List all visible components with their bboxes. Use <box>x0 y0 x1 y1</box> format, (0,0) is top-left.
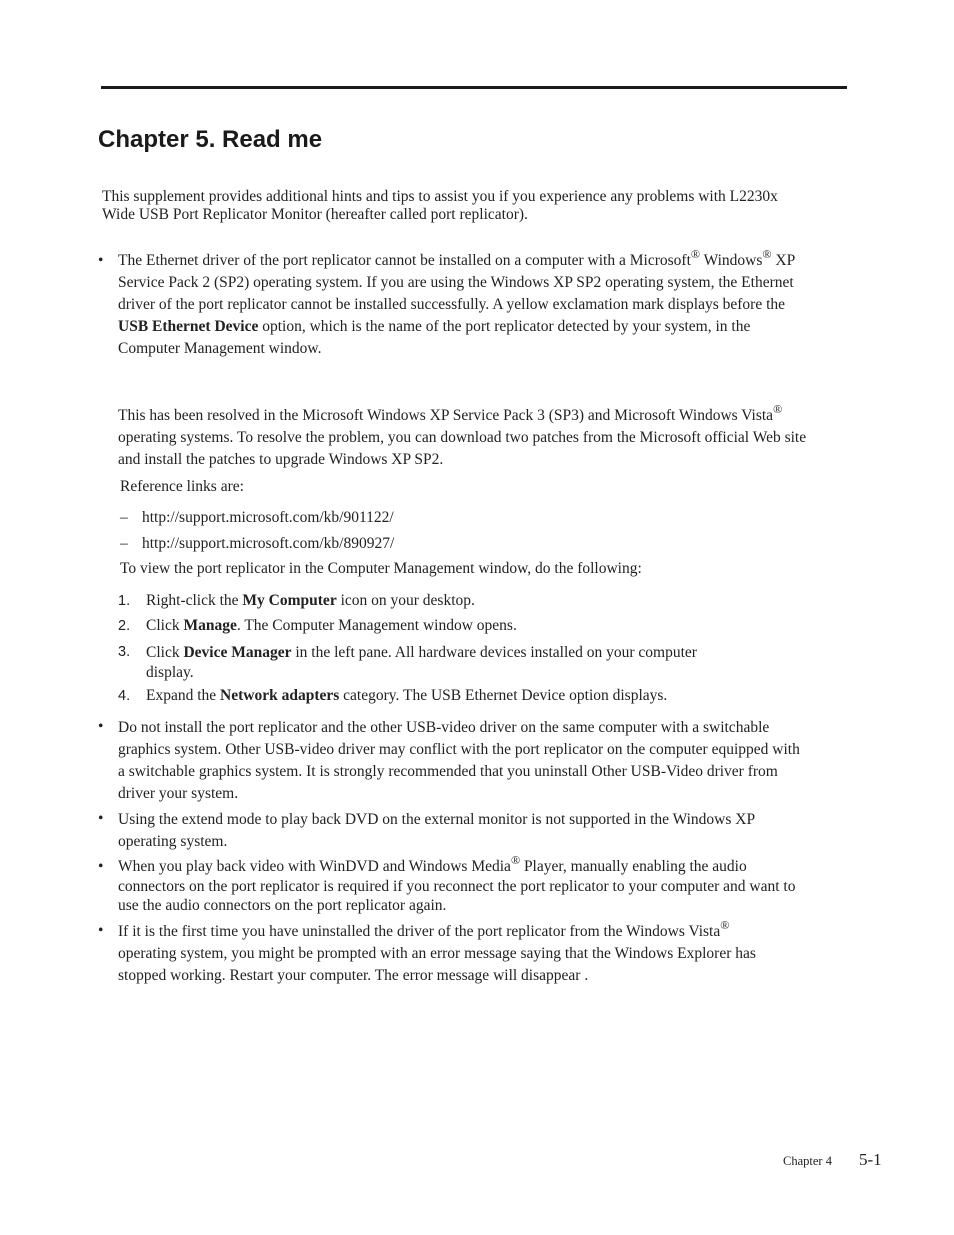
bullet-marker: • <box>98 810 104 827</box>
bullet-marker: • <box>98 252 104 269</box>
bullet-marker: • <box>98 858 104 875</box>
dash-marker: – <box>120 535 128 552</box>
ethernet-driver-paragraph: The Ethernet driver of the port replicator cannot be installed on a computer with a Microsoft® Windows® XP Service Pack 2 (SP2) operating system. If you are using the Windows XP SP2 operating system, the Ethernet driver of the port replicator cannot be installed successfully. A yellow exclamation mark displays before the USB Ethernet Device option, which is the name of the port replicator detected by your system, in the Computer Management window. <box>118 247 795 357</box>
view-instructions: To view the port replicator in the Computer Management window, do the following: <box>120 560 642 577</box>
bullet-marker: • <box>98 922 104 939</box>
usb-video-driver-paragraph: Do not install the port replicator and the other USB-video driver on the same computer with a switchable graphics system. Other USB-video driver may conflict with the port replicator on the computer equipped with a switchable graphics system. It is strongly recommended that you uninstall Other USB-Video driver from driver your system. <box>118 719 800 802</box>
step-item: Right-click the My Computer icon on your desktop. <box>146 592 475 609</box>
resolution-paragraph: This has been resolved in the Microsoft Windows XP Service Pack 3 (SP3) and Microsoft Windows Vista® operating systems. To resolve the problem, you can download two patches from the Microsoft official Web site and install the patches to upgrade Windows XP SP2. <box>118 402 807 468</box>
bullet-marker: • <box>98 718 104 735</box>
step-number: 4. <box>118 688 131 704</box>
step-item: Click Manage. The Computer Management window opens. <box>146 617 517 634</box>
step-number: 3. <box>118 644 131 660</box>
intro-paragraph: This supplement provides additional hints and tips to assist you if you experience any problems with L2230x Wide USB Port Replicator Monitor (hereafter called port replicator). <box>102 188 778 223</box>
audio-connectors-paragraph: When you play back video with WinDVD and Windows Media® Player, manually enabling the audio connectors on the port replicator is required if you reconnect the port replicator to your computer and want to use the audio connectors on the port replicator again. <box>118 853 796 914</box>
step-item: Click Device Manager in the left pane. All hardware devices installed on your computer display. <box>146 644 697 681</box>
page-number: 5-1 <box>859 1150 882 1169</box>
step-number: 1. <box>118 593 131 609</box>
windows-explorer-error-paragraph: If it is the first time you have uninstalled the driver of the port replicator from the Windows Vista® operating system, you might be prompted with an error message saying that the Windows Explorer has stopped working. Restart your computer. The error message will disappear . <box>118 918 756 984</box>
dvd-extend-mode-paragraph: Using the extend mode to play back DVD on the external monitor is not supported in the Windows XP operating system. <box>118 811 755 850</box>
page-title: Chapter 5. Read me <box>98 126 323 153</box>
step-item: Expand the Network adapters category. The USB Ethernet Device option displays. <box>146 687 668 704</box>
footer-chapter-label: Chapter 4 <box>783 1154 832 1168</box>
reference-link-901122[interactable]: http://support.microsoft.com/kb/901122/ <box>142 509 394 526</box>
reference-links-label: Reference links are: <box>120 478 244 495</box>
usb-ethernet-device-term: USB Ethernet Device <box>118 318 259 335</box>
top-rule <box>101 86 847 89</box>
dash-marker: – <box>120 509 128 526</box>
step-number: 2. <box>118 618 131 634</box>
reference-link-890927[interactable]: http://support.microsoft.com/kb/890927/ <box>142 535 395 552</box>
